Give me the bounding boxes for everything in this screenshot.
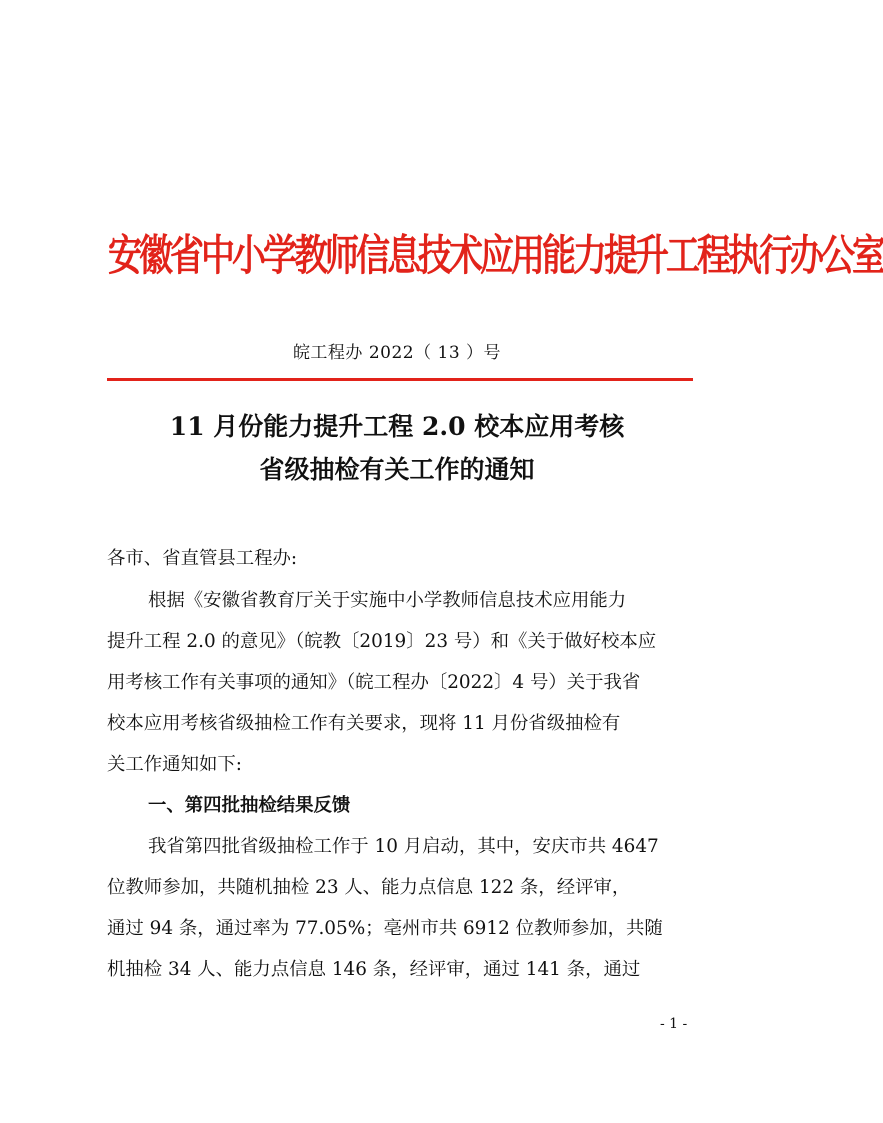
salutation: 各市、省直管县工程办: [107, 548, 298, 569]
notice-title-line-1: 11 月份能力提升工程 2.0 校本应用考核 [169, 412, 625, 441]
section-1-heading: 一、第四批抽检结果反馈 [148, 795, 351, 816]
paragraph-2-line-4: 机抽检 34 人、能力点信息 146 条，经评审，通过 141 条，通过 [107, 959, 641, 980]
document-number: 皖工程办 2022（ 13 ）号 [292, 343, 502, 363]
notice-title-line-2: 省级抽检有关工作的通知 [259, 455, 535, 484]
paragraph-1-line-1: 根据《安徽省教育厅关于实施中小学教师信息技术应用能力 [148, 590, 627, 611]
paragraph-2-line-3: 通过 94 条，通过率为 77.05%；亳州市共 6912 位教师参加，共随 [107, 918, 663, 939]
paragraph-1-line-4: 校本应用考核省级抽检工作有关要求，现将 11 月份省级抽检有 [107, 713, 621, 734]
paragraph-2-line-2: 位教师参加，共随机抽检 23 人、能力点信息 122 条，经评审， [107, 877, 631, 898]
paragraph-1-line-3: 用考核工作有关事项的通知》（皖工程办〔2022〕4 号）关于我省 [107, 672, 641, 693]
page-number: - 1 - [660, 1016, 688, 1032]
issuing-office-title: 安徽省中小学教师信息技术应用能力提升工程执行办公室 [108, 231, 883, 281]
paragraph-2-line-1: 我省第四批省级抽检工作于 10 月启动，其中，安庆市共 4647 [148, 836, 659, 857]
red-divider-line [107, 378, 693, 381]
paragraph-1-line-5: 关工作通知如下: [107, 754, 242, 775]
paragraph-1-line-2: 提升工程 2.0 的意见》（皖教〔2019〕23 号）和《关于做好校本应 [107, 631, 657, 652]
